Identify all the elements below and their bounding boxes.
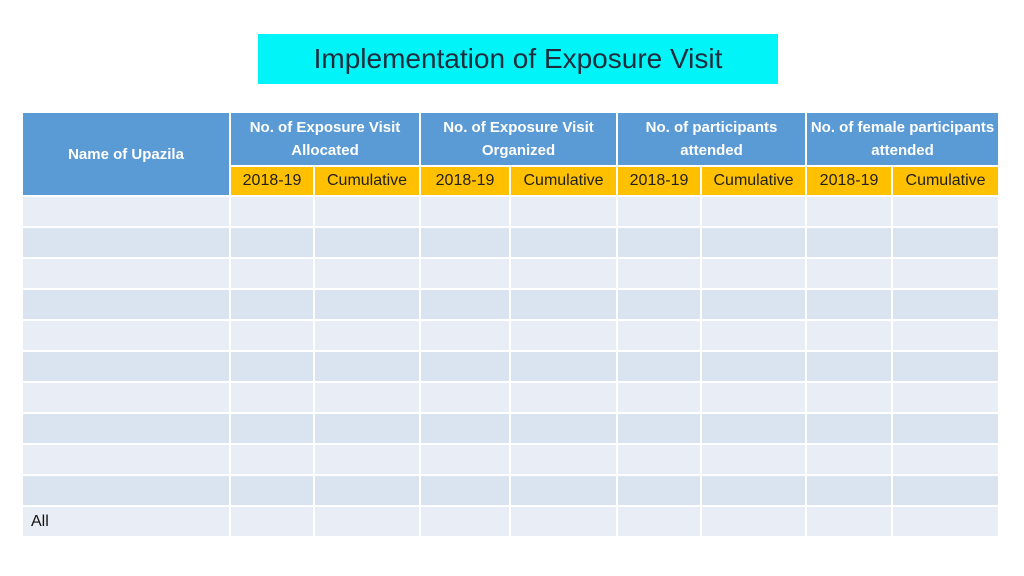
value-cell <box>806 475 892 506</box>
subheader-year: 2018-19 <box>420 166 510 196</box>
value-cell <box>420 289 510 320</box>
value-cell <box>510 506 617 537</box>
value-cell <box>701 444 806 475</box>
page-title: Implementation of Exposure Visit <box>258 34 778 84</box>
value-cell <box>701 382 806 413</box>
value-cell <box>701 413 806 444</box>
value-cell <box>701 506 806 537</box>
value-cell <box>420 258 510 289</box>
value-cell <box>617 227 701 258</box>
value-cell <box>806 506 892 537</box>
value-cell <box>510 289 617 320</box>
value-cell <box>701 351 806 382</box>
value-cell <box>806 413 892 444</box>
value-cell <box>230 196 314 227</box>
value-cell <box>617 196 701 227</box>
value-cell <box>510 382 617 413</box>
value-cell <box>420 320 510 351</box>
value-cell <box>806 196 892 227</box>
exposure-visit-table <box>21 111 1000 538</box>
value-cell <box>806 227 892 258</box>
value-cell <box>314 258 420 289</box>
value-cell <box>314 196 420 227</box>
value-cell <box>892 227 999 258</box>
value-cell <box>420 444 510 475</box>
value-cell <box>892 196 999 227</box>
value-cell <box>510 413 617 444</box>
value-cell <box>701 196 806 227</box>
upazila-cell <box>22 320 230 351</box>
value-cell <box>314 506 420 537</box>
value-cell <box>314 382 420 413</box>
value-cell <box>510 444 617 475</box>
subheader-year: 2018-19 <box>230 166 314 196</box>
value-cell <box>892 506 999 537</box>
value-cell <box>617 444 701 475</box>
subheader-cumulative: Cumulative <box>892 166 999 196</box>
value-cell <box>230 382 314 413</box>
value-cell <box>892 475 999 506</box>
upazila-cell <box>22 475 230 506</box>
table-row <box>22 413 999 444</box>
value-cell <box>420 196 510 227</box>
value-cell <box>892 289 999 320</box>
value-cell <box>701 258 806 289</box>
value-cell <box>617 258 701 289</box>
upazila-cell <box>22 382 230 413</box>
value-cell <box>701 320 806 351</box>
value-cell <box>420 413 510 444</box>
upazila-cell <box>22 227 230 258</box>
header-organized: No. of Exposure Visit Organized <box>420 112 617 166</box>
value-cell <box>230 227 314 258</box>
value-cell <box>617 475 701 506</box>
table-row <box>22 351 999 382</box>
upazila-cell <box>22 444 230 475</box>
value-cell <box>230 258 314 289</box>
value-cell <box>510 475 617 506</box>
table-row <box>22 258 999 289</box>
table-row <box>22 382 999 413</box>
subheader-year: 2018-19 <box>806 166 892 196</box>
value-cell <box>701 227 806 258</box>
value-cell <box>420 475 510 506</box>
value-cell <box>420 382 510 413</box>
value-cell <box>617 413 701 444</box>
value-cell <box>617 351 701 382</box>
value-cell <box>314 475 420 506</box>
value-cell <box>806 382 892 413</box>
value-cell <box>510 320 617 351</box>
value-cell <box>420 506 510 537</box>
value-cell <box>806 289 892 320</box>
value-cell <box>230 444 314 475</box>
table-row <box>22 196 999 227</box>
value-cell <box>617 382 701 413</box>
value-cell <box>806 258 892 289</box>
value-cell <box>892 382 999 413</box>
value-cell <box>420 227 510 258</box>
upazila-cell: All <box>22 506 230 537</box>
value-cell <box>314 289 420 320</box>
value-cell <box>314 351 420 382</box>
value-cell <box>510 227 617 258</box>
value-cell <box>806 351 892 382</box>
value-cell <box>510 196 617 227</box>
table-row <box>22 475 999 506</box>
table-row <box>22 320 999 351</box>
table-row <box>22 227 999 258</box>
value-cell <box>230 351 314 382</box>
header-participants: No. of participants attended <box>617 112 806 166</box>
value-cell <box>510 351 617 382</box>
upazila-cell <box>22 258 230 289</box>
value-cell <box>314 444 420 475</box>
header-allocated: No. of Exposure Visit Allocated <box>230 112 420 166</box>
value-cell <box>701 475 806 506</box>
upazila-cell <box>22 351 230 382</box>
table-body <box>22 196 999 537</box>
value-cell <box>892 413 999 444</box>
value-cell <box>617 506 701 537</box>
value-cell <box>510 258 617 289</box>
table-row <box>22 289 999 320</box>
value-cell <box>230 289 314 320</box>
value-cell <box>892 351 999 382</box>
value-cell <box>230 475 314 506</box>
table-row-total <box>22 506 999 537</box>
value-cell <box>314 227 420 258</box>
value-cell <box>806 320 892 351</box>
upazila-cell <box>22 413 230 444</box>
subheader-cumulative: Cumulative <box>510 166 617 196</box>
value-cell <box>701 289 806 320</box>
value-cell <box>892 258 999 289</box>
value-cell <box>314 413 420 444</box>
subheader-cumulative: Cumulative <box>314 166 420 196</box>
value-cell <box>617 320 701 351</box>
value-cell <box>230 413 314 444</box>
value-cell <box>892 320 999 351</box>
upazila-cell <box>22 196 230 227</box>
value-cell <box>230 320 314 351</box>
value-cell <box>806 444 892 475</box>
value-cell <box>230 506 314 537</box>
header-female-participants: No. of female participants attended <box>806 112 999 166</box>
value-cell <box>617 289 701 320</box>
table-row <box>22 444 999 475</box>
header-upazila: Name of Upazila <box>22 112 230 196</box>
value-cell <box>420 351 510 382</box>
subheader-cumulative: Cumulative <box>701 166 806 196</box>
subheader-year: 2018-19 <box>617 166 701 196</box>
upazila-cell <box>22 289 230 320</box>
value-cell <box>892 444 999 475</box>
value-cell <box>314 320 420 351</box>
